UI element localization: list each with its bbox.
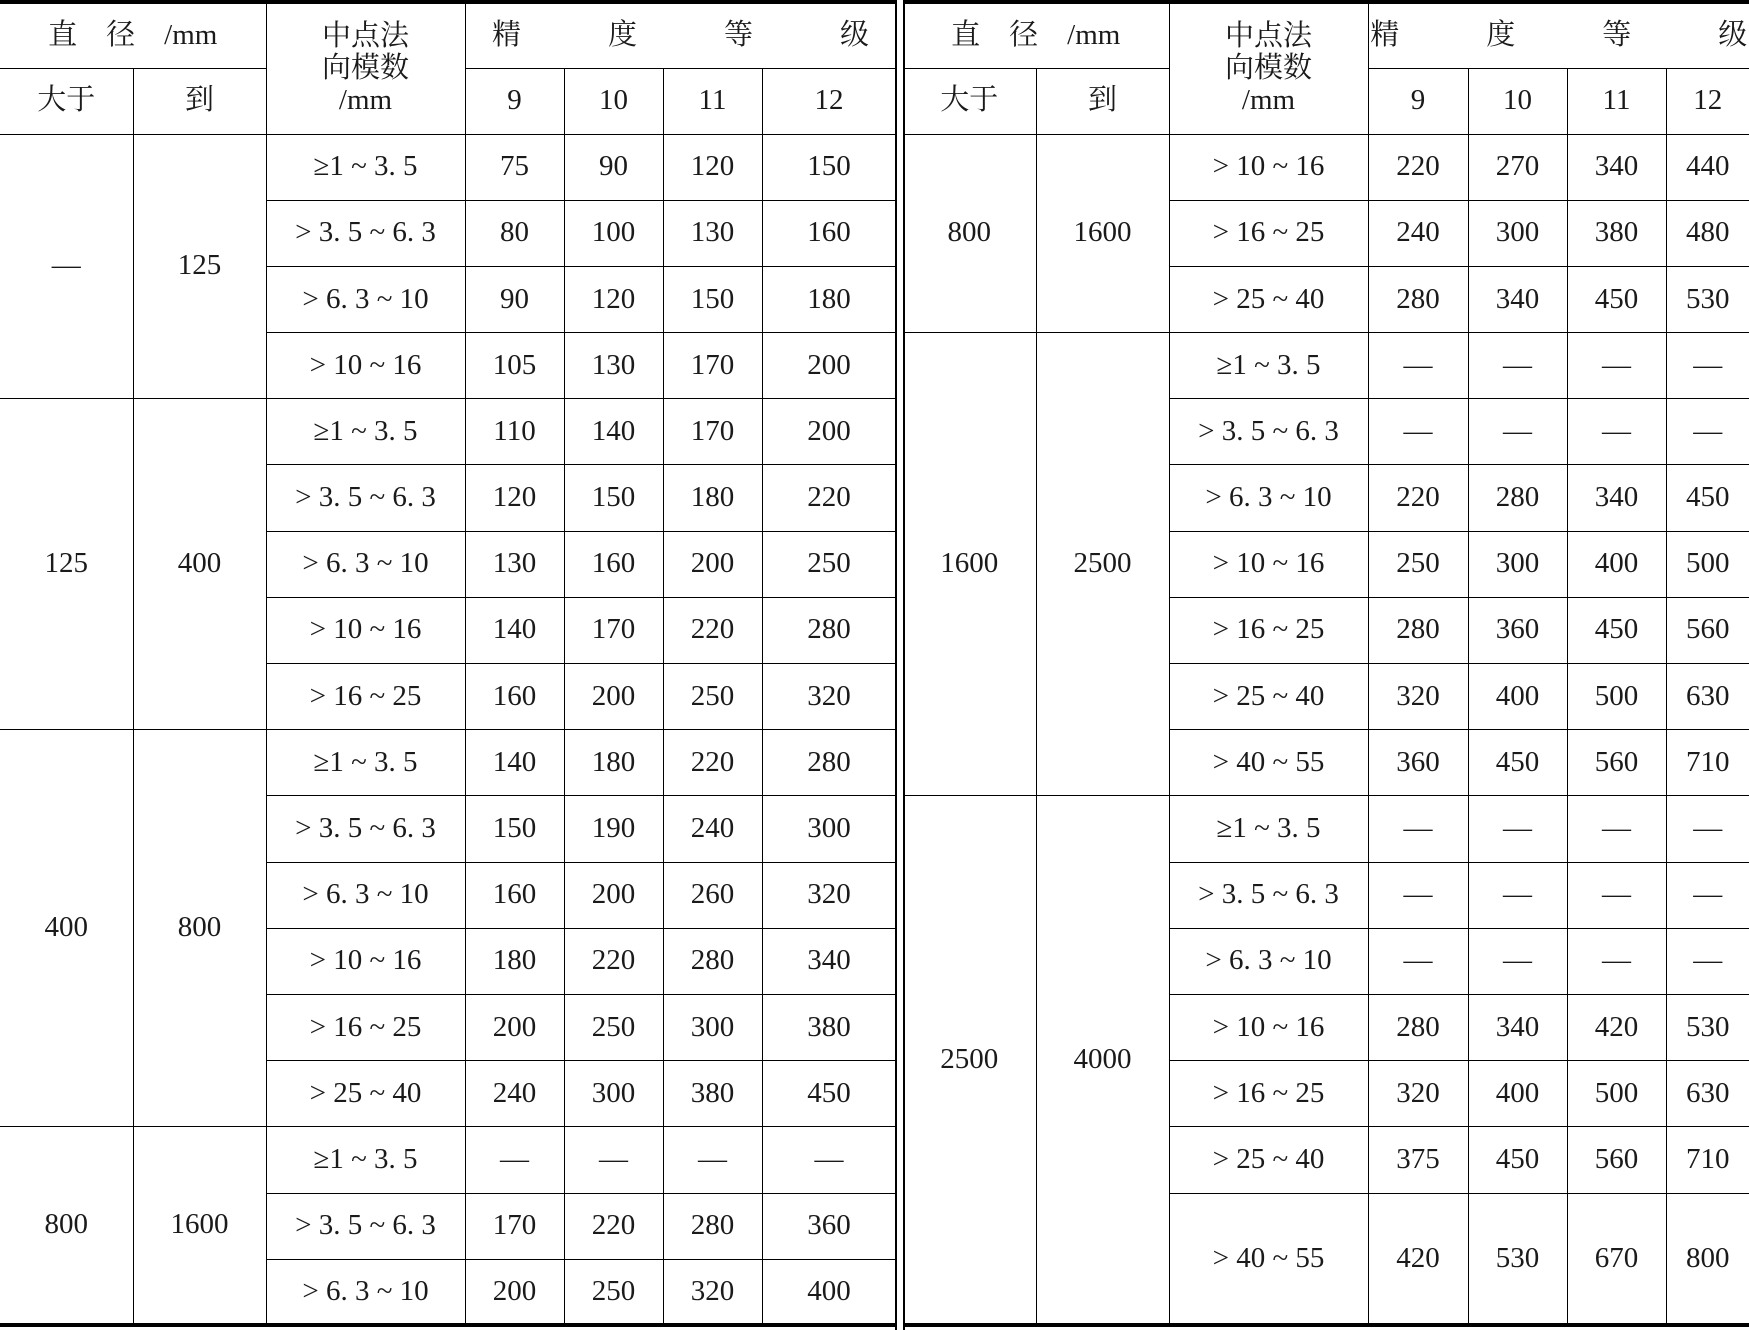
module-range-cell: ≥1 ~ 3. 5 [266, 730, 465, 796]
tolerance-value-cell: 240 [465, 1061, 564, 1127]
tolerance-value-cell: 150 [564, 465, 663, 531]
diameter-over-cell: — [0, 134, 133, 399]
module-range-cell: > 25 ~ 40 [1169, 266, 1368, 332]
tolerance-value-cell: — [1567, 862, 1666, 928]
tolerance-value-cell: — [1567, 399, 1666, 465]
module-range-cell: > 10 ~ 16 [1169, 994, 1368, 1060]
over-header: 大于 [903, 68, 1036, 134]
module-range-cell: > 6. 3 ~ 10 [266, 862, 465, 928]
tolerance-value-cell: 170 [564, 597, 663, 663]
tolerance-value-cell: — [1368, 399, 1468, 465]
diameter-header: 直 径 /mm [0, 2, 266, 68]
tolerance-value-cell: — [663, 1127, 762, 1193]
tolerance-value-cell: 150 [465, 796, 564, 862]
tolerance-value-cell: 160 [465, 862, 564, 928]
tolerance-value-cell: 180 [663, 465, 762, 531]
tolerance-value-cell: 200 [465, 1259, 564, 1325]
tolerance-value-cell: — [1666, 333, 1749, 399]
tolerance-value-cell: 200 [762, 399, 896, 465]
tolerance-value-cell: 270 [1468, 134, 1567, 200]
grade-header-12: 12 [1666, 68, 1749, 134]
diameter-to-cell: 4000 [1036, 796, 1169, 1326]
module-range-cell: ≥1 ~ 3. 5 [266, 134, 465, 200]
tolerance-value-cell: 260 [663, 862, 762, 928]
tolerance-value-cell: 300 [1468, 531, 1567, 597]
tolerance-value-cell: 375 [1368, 1127, 1468, 1193]
tolerance-value-cell: 560 [1567, 730, 1666, 796]
module-range-cell: ≥1 ~ 3. 5 [1169, 796, 1368, 862]
tolerance-value-cell: — [1666, 796, 1749, 862]
tolerance-value-cell: 450 [1468, 730, 1567, 796]
module-range-cell: ≥1 ~ 3. 5 [266, 1127, 465, 1193]
accuracy-grade-header: 精 度 等 级 [1368, 2, 1749, 68]
tolerance-value-cell: — [1468, 796, 1567, 862]
tolerance-value-cell: 530 [1468, 1193, 1567, 1325]
tolerance-value-cell: 340 [1567, 134, 1666, 200]
tolerance-value-cell: 250 [762, 531, 896, 597]
tolerance-value-cell: 300 [564, 1061, 663, 1127]
tolerance-value-cell: 450 [1468, 1127, 1567, 1193]
module-range-cell: > 3. 5 ~ 6. 3 [266, 1193, 465, 1259]
module-range-cell: > 10 ~ 16 [1169, 531, 1368, 597]
grade-header-11: 11 [663, 68, 762, 134]
module-range-cell: > 16 ~ 25 [1169, 200, 1368, 266]
table-row [0, 730, 896, 796]
tolerance-value-cell: 530 [1666, 266, 1749, 332]
diameter-to-cell: 125 [133, 134, 266, 399]
tolerance-value-cell: 250 [663, 664, 762, 730]
to-header: 到 [133, 68, 266, 134]
module-header: 中点法 向模数 /mm [1169, 2, 1368, 134]
tolerance-value-cell: 360 [762, 1193, 896, 1259]
tolerance-value-cell: 100 [564, 200, 663, 266]
diameter-to-cell: 1600 [1036, 134, 1169, 333]
grade-header-9: 9 [1368, 68, 1468, 134]
tolerance-value-cell: 90 [564, 134, 663, 200]
diameter-to-cell: 800 [133, 730, 266, 1127]
table-row [0, 1127, 896, 1193]
tolerance-value-cell: — [762, 1127, 896, 1193]
tolerance-value-cell: 800 [1666, 1193, 1749, 1325]
tolerance-value-cell: 320 [1368, 664, 1468, 730]
tolerance-value-cell: 380 [1567, 200, 1666, 266]
tolerance-value-cell: 250 [564, 1259, 663, 1325]
tolerance-value-cell: 320 [663, 1259, 762, 1325]
module-range-cell: ≥1 ~ 3. 5 [266, 399, 465, 465]
tolerance-value-cell: 450 [762, 1061, 896, 1127]
module-range-cell: > 16 ~ 25 [1169, 597, 1368, 663]
tolerance-value-cell: 170 [465, 1193, 564, 1259]
diameter-over-cell: 125 [0, 399, 133, 730]
tolerance-value-cell: 140 [564, 399, 663, 465]
tolerance-value-cell: — [564, 1127, 663, 1193]
tolerance-value-cell: — [1567, 333, 1666, 399]
double-rule-left [895, 0, 897, 1330]
tolerance-value-cell: 120 [564, 266, 663, 332]
tolerance-value-cell: 360 [1468, 597, 1567, 663]
tolerance-value-cell: 400 [1567, 531, 1666, 597]
tolerance-value-cell: — [1468, 928, 1567, 994]
tolerance-value-cell: 90 [465, 266, 564, 332]
tolerance-value-cell: 630 [1666, 1061, 1749, 1127]
module-range-cell: > 40 ~ 55 [1169, 1193, 1368, 1325]
diameter-to-cell: 400 [133, 399, 266, 730]
tolerance-value-cell: 500 [1567, 664, 1666, 730]
tolerance-value-cell: 105 [465, 333, 564, 399]
module-range-cell: > 25 ~ 40 [266, 1061, 465, 1127]
tolerance-value-cell: — [1468, 399, 1567, 465]
tolerance-value-cell: 75 [465, 134, 564, 200]
tolerance-value-cell: — [1368, 333, 1468, 399]
tolerance-value-cell: 450 [1567, 597, 1666, 663]
tolerance-value-cell: 200 [564, 862, 663, 928]
tolerance-value-cell: 250 [1368, 531, 1468, 597]
over-header: 大于 [0, 68, 133, 134]
module-range-cell: > 6. 3 ~ 10 [266, 1259, 465, 1325]
tolerance-value-cell: 560 [1666, 597, 1749, 663]
tolerance-value-cell: — [1468, 333, 1567, 399]
tolerance-value-cell: 240 [663, 796, 762, 862]
tolerance-value-cell: — [1666, 862, 1749, 928]
tolerance-value-cell: 130 [564, 333, 663, 399]
tolerance-value-cell: — [1368, 796, 1468, 862]
tolerance-value-cell: 180 [564, 730, 663, 796]
tolerance-value-cell: 420 [1567, 994, 1666, 1060]
diameter-over-cell: 1600 [903, 333, 1036, 796]
header-row-1 [0, 2, 896, 68]
tolerance-value-cell: 340 [1567, 465, 1666, 531]
tolerance-value-cell: 560 [1567, 1127, 1666, 1193]
tolerance-value-cell: 170 [663, 399, 762, 465]
tolerance-value-cell: 400 [1468, 1061, 1567, 1127]
module-header: 中点法 向模数 /mm [266, 2, 465, 134]
tolerance-value-cell: — [1666, 928, 1749, 994]
tolerance-value-cell: 200 [663, 531, 762, 597]
tolerance-value-cell: 320 [762, 862, 896, 928]
tolerance-value-cell: 220 [1368, 465, 1468, 531]
tolerance-value-cell: 450 [1666, 465, 1749, 531]
module-range-cell: > 10 ~ 16 [266, 333, 465, 399]
tolerance-value-cell: 450 [1567, 266, 1666, 332]
module-range-cell: > 10 ~ 16 [266, 928, 465, 994]
grade-header-10: 10 [564, 68, 663, 134]
tolerance-value-cell: 280 [1368, 266, 1468, 332]
tolerance-value-cell: 110 [465, 399, 564, 465]
tolerance-value-cell: 300 [1468, 200, 1567, 266]
tolerance-value-cell: 400 [1468, 664, 1567, 730]
module-range-cell: > 10 ~ 16 [266, 597, 465, 663]
diameter-over-cell: 2500 [903, 796, 1036, 1326]
tolerance-value-cell: 200 [762, 333, 896, 399]
tolerance-value-cell: 180 [762, 266, 896, 332]
module-range-cell: > 6. 3 ~ 10 [266, 266, 465, 332]
tolerance-value-cell: 380 [663, 1061, 762, 1127]
tolerance-value-cell: 480 [1666, 200, 1749, 266]
tolerance-value-cell: 120 [663, 134, 762, 200]
module-range-cell: > 16 ~ 25 [1169, 1061, 1368, 1127]
module-range-cell: > 6. 3 ~ 10 [1169, 465, 1368, 531]
module-range-cell: > 3. 5 ~ 6. 3 [266, 465, 465, 531]
tolerance-value-cell: 670 [1567, 1193, 1666, 1325]
tolerance-value-cell: 220 [564, 928, 663, 994]
table-row [903, 796, 1749, 862]
tolerance-value-cell: 170 [663, 333, 762, 399]
tolerance-value-cell: 340 [1468, 994, 1567, 1060]
tolerance-value-cell: 120 [465, 465, 564, 531]
module-range-cell: > 10 ~ 16 [1169, 134, 1368, 200]
grade-header-12: 12 [762, 68, 896, 134]
tolerance-value-cell: 440 [1666, 134, 1749, 200]
tolerance-value-cell: 340 [1468, 266, 1567, 332]
tolerance-value-cell: 150 [762, 134, 896, 200]
tolerance-value-cell: 280 [663, 928, 762, 994]
tolerance-value-cell: 200 [564, 664, 663, 730]
tolerance-value-cell: — [1567, 928, 1666, 994]
diameter-to-cell: 2500 [1036, 333, 1169, 796]
tolerance-value-cell: 710 [1666, 730, 1749, 796]
tolerance-value-cell: 280 [762, 597, 896, 663]
module-range-cell: > 3. 5 ~ 6. 3 [266, 796, 465, 862]
tolerance-value-cell: 710 [1666, 1127, 1749, 1193]
module-range-cell: > 3. 5 ~ 6. 3 [266, 200, 465, 266]
table-row [903, 333, 1749, 399]
tolerance-value-cell: 300 [663, 994, 762, 1060]
tolerance-value-cell: 160 [762, 200, 896, 266]
diameter-over-cell: 800 [903, 134, 1036, 333]
tolerance-value-cell: 380 [762, 994, 896, 1060]
grade-header-11: 11 [1567, 68, 1666, 134]
module-range-cell: > 40 ~ 55 [1169, 730, 1368, 796]
module-range-cell: > 16 ~ 25 [266, 994, 465, 1060]
tolerance-value-cell: — [1368, 862, 1468, 928]
tolerance-value-cell: 220 [564, 1193, 663, 1259]
tolerance-value-cell: 500 [1666, 531, 1749, 597]
tolerance-value-cell: 280 [1368, 597, 1468, 663]
tolerance-value-cell: — [1368, 928, 1468, 994]
grade-header-9: 9 [465, 68, 564, 134]
right-table [903, 0, 1749, 1327]
to-header: 到 [1036, 68, 1169, 134]
table-row [903, 134, 1749, 200]
module-range-cell: > 25 ~ 40 [1169, 1127, 1368, 1193]
tolerance-value-cell: 340 [762, 928, 896, 994]
module-range-cell: > 25 ~ 40 [1169, 664, 1368, 730]
grade-header-10: 10 [1468, 68, 1567, 134]
tolerance-value-cell: 530 [1666, 994, 1749, 1060]
tolerance-value-cell: 220 [762, 465, 896, 531]
tolerance-value-cell: — [465, 1127, 564, 1193]
tolerance-value-cell: 420 [1368, 1193, 1468, 1325]
table-row [0, 399, 896, 465]
diameter-header: 直 径 /mm [903, 2, 1169, 68]
tolerance-value-cell: 300 [762, 796, 896, 862]
diameter-over-cell: 400 [0, 730, 133, 1127]
tolerance-value-cell: 500 [1567, 1061, 1666, 1127]
module-range-cell: > 6. 3 ~ 10 [1169, 928, 1368, 994]
tolerance-value-cell: 140 [465, 730, 564, 796]
tolerance-value-cell: 150 [663, 266, 762, 332]
tolerance-value-cell: 320 [762, 664, 896, 730]
tolerance-value-cell: 220 [1368, 134, 1468, 200]
tolerance-value-cell: 180 [465, 928, 564, 994]
tolerance-value-cell: — [1666, 399, 1749, 465]
tolerance-value-cell: 240 [1368, 200, 1468, 266]
tolerance-value-cell: 190 [564, 796, 663, 862]
tolerance-value-cell: 280 [663, 1193, 762, 1259]
tolerance-value-cell: 130 [465, 531, 564, 597]
module-range-cell: > 3. 5 ~ 6. 3 [1169, 399, 1368, 465]
tolerance-value-cell: — [1468, 862, 1567, 928]
tolerance-value-cell: 400 [762, 1259, 896, 1325]
tolerance-value-cell: 140 [465, 597, 564, 663]
module-range-cell: ≥1 ~ 3. 5 [1169, 333, 1368, 399]
module-range-cell: > 16 ~ 25 [266, 664, 465, 730]
accuracy-grade-header: 精 度 等 级 [465, 2, 896, 68]
tolerance-value-cell: 630 [1666, 664, 1749, 730]
module-range-cell: > 3. 5 ~ 6. 3 [1169, 862, 1368, 928]
tolerance-value-cell: 360 [1368, 730, 1468, 796]
module-range-cell: > 6. 3 ~ 10 [266, 531, 465, 597]
tolerance-value-cell: 320 [1368, 1061, 1468, 1127]
tolerance-value-cell: 160 [465, 664, 564, 730]
tolerance-value-cell: 80 [465, 200, 564, 266]
tolerance-value-cell: 200 [465, 994, 564, 1060]
tolerance-value-cell: 250 [564, 994, 663, 1060]
tolerance-value-cell: 130 [663, 200, 762, 266]
header-row-1 [903, 2, 1749, 68]
diameter-to-cell: 1600 [133, 1127, 266, 1326]
tolerance-value-cell: 220 [663, 730, 762, 796]
table-row [0, 134, 896, 200]
tolerance-value-cell: 280 [1368, 994, 1468, 1060]
tolerance-value-cell: 280 [1468, 465, 1567, 531]
tolerance-value-cell: — [1567, 796, 1666, 862]
tolerance-value-cell: 280 [762, 730, 896, 796]
diameter-over-cell: 800 [0, 1127, 133, 1326]
tolerance-value-cell: 160 [564, 531, 663, 597]
tolerance-value-cell: 220 [663, 597, 762, 663]
